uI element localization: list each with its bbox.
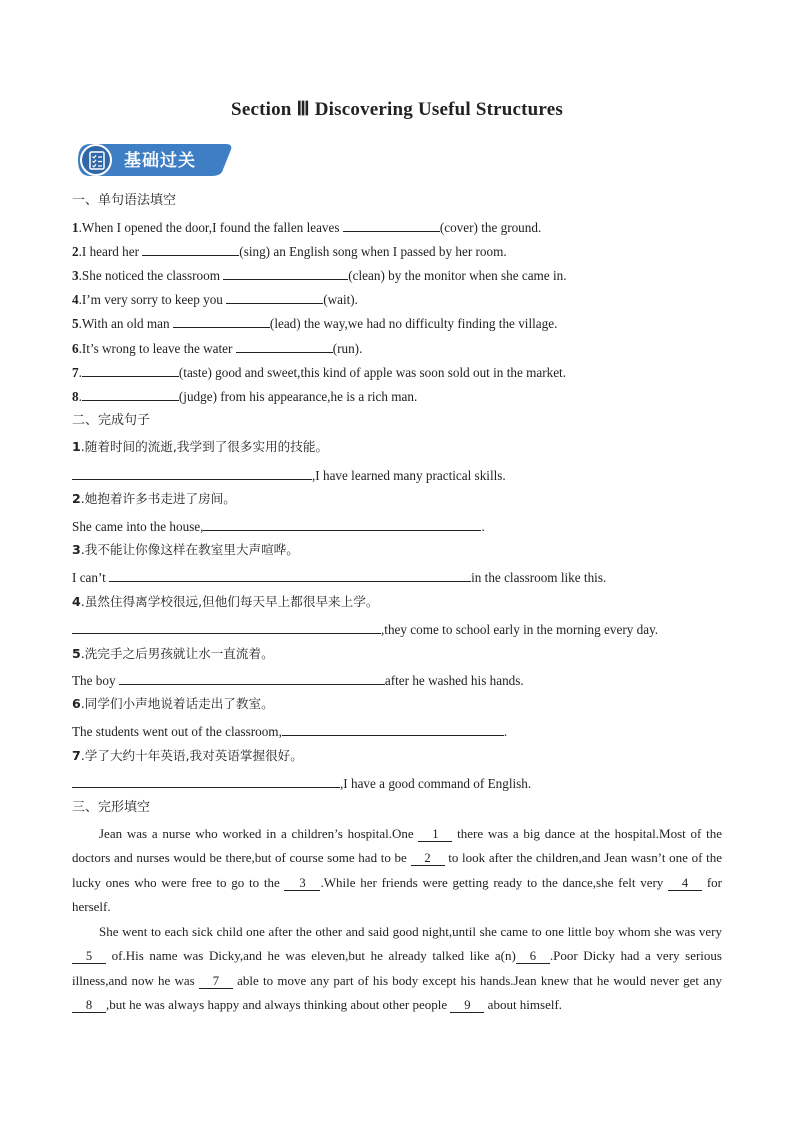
section2-heading: 二、完成句子 xyxy=(72,413,151,428)
translation-line xyxy=(72,516,485,536)
para-text: for herself. xyxy=(72,874,722,915)
banner-label: 基础过关 xyxy=(124,151,196,171)
item-text: (judge) from his appearance,he is a rich man. xyxy=(178,389,418,404)
cloze-blank-3[interactable]: 3 xyxy=(284,876,320,891)
chinese-prompt xyxy=(72,645,274,663)
grammar-item xyxy=(72,217,541,237)
prompt-text: .随着时间的流逝,我学到了很多实用的技能。 xyxy=(80,439,329,454)
line-text: ,I have a good command of English. xyxy=(340,776,532,791)
item-number: 3 xyxy=(72,542,81,557)
prompt-text: .洗完手之后男孩就让水一直流着。 xyxy=(80,646,274,661)
item-number: 6 xyxy=(72,696,81,711)
chinese-prompt xyxy=(72,438,328,456)
translation-line xyxy=(72,567,606,587)
answer-blank[interactable] xyxy=(109,567,471,582)
item-number: 3 xyxy=(72,268,79,283)
item-text: (run). xyxy=(332,341,363,356)
answer-blank[interactable] xyxy=(82,386,179,401)
para-text: there was a big dance at the hospital.Most of the doctors and nurses would be there,but of course some had to be xyxy=(72,826,723,866)
section1-heading: 一、单句语法填空 xyxy=(72,193,177,208)
item-text: (taste) good and sweet,this kind of apple was soon sold out in the market. xyxy=(178,365,567,380)
cloze-blank-4[interactable]: 4 xyxy=(668,876,702,891)
prompt-text: .我不能让你像这样在教室里大声喧哗。 xyxy=(80,542,299,557)
cloze-blank-2[interactable]: 2 xyxy=(411,851,445,866)
grammar-item xyxy=(72,289,358,309)
item-text: (wait). xyxy=(323,292,358,307)
grammar-item xyxy=(72,362,566,382)
item-number: 7 xyxy=(72,365,79,380)
item-number: 5 xyxy=(72,316,79,331)
item-text: . xyxy=(78,389,82,404)
line-text: ,they come to school early in the morning every day. xyxy=(381,622,659,637)
grammar-item xyxy=(72,313,557,333)
item-number: 2 xyxy=(72,244,79,259)
grammar-item xyxy=(72,265,567,285)
para-text: She went to each sick child one after the other and said good night,until she came to one little boy whom she was very xyxy=(99,924,722,939)
item-text: (sing) an English song when I passed by her room. xyxy=(239,244,507,259)
chinese-prompt xyxy=(72,747,303,765)
item-number: 5 xyxy=(72,646,81,661)
line-text: She came into the house, xyxy=(72,519,204,534)
line-text: I can’t xyxy=(72,570,110,585)
para-text: about himself. xyxy=(484,997,563,1013)
translation-line xyxy=(72,773,531,793)
chinese-prompt xyxy=(72,695,274,713)
answer-blank[interactable] xyxy=(226,289,323,304)
checklist-icon xyxy=(87,150,107,170)
item-text: . xyxy=(78,365,82,380)
cloze-blank-8[interactable]: 8 xyxy=(72,998,106,1013)
item-text: (lead) the way,we had no difficulty finding the village. xyxy=(269,316,558,331)
para-text: to look after the children,and Jean wasn’t one of the lucky ones who were free to go to the xyxy=(72,850,722,890)
translation-line xyxy=(72,721,507,741)
answer-blank[interactable] xyxy=(72,465,312,480)
para-text: ,but he was always happy and always thinking about other people xyxy=(106,997,451,1013)
item-number: 1 xyxy=(72,220,79,235)
cloze-paragraph-1 xyxy=(72,822,722,920)
item-text: (cover) the ground. xyxy=(439,220,542,235)
para-text: of.His name was Dicky,and he was eleven,but he already talked like a(n) xyxy=(106,948,516,964)
item-number: 4 xyxy=(72,292,79,307)
grammar-item xyxy=(72,386,417,406)
section-banner xyxy=(76,140,234,178)
item-text: .She noticed the classroom xyxy=(78,268,224,283)
line-text: after he washed his hands. xyxy=(384,673,524,688)
item-number: 8 xyxy=(72,389,79,404)
chinese-prompt xyxy=(72,593,378,611)
line-text: The students went out of the classroom, xyxy=(72,724,282,739)
item-number: 2 xyxy=(72,491,81,506)
chinese-prompt xyxy=(72,541,299,559)
item-text: .I heard her xyxy=(78,244,143,259)
answer-blank[interactable] xyxy=(142,241,239,256)
cloze-blank-1[interactable]: 1 xyxy=(418,827,452,842)
answer-blank[interactable] xyxy=(82,362,179,377)
line-text: . xyxy=(481,519,485,534)
prompt-text: .她抱着许多书走进了房间。 xyxy=(80,491,236,506)
line-text: ,I have learned many practical skills. xyxy=(312,468,506,483)
grammar-item xyxy=(72,338,362,358)
item-text: (clean) by the monitor when she came in. xyxy=(348,268,567,283)
para-text: .While her friends were getting ready to the dance,she felt very xyxy=(320,874,669,890)
line-text: in the classroom like this. xyxy=(471,570,607,585)
answer-blank[interactable] xyxy=(203,516,481,531)
item-text: .With an old man xyxy=(78,316,173,331)
line-text: . xyxy=(503,724,508,739)
translation-line xyxy=(72,619,658,639)
cloze-blank-5[interactable]: 5 xyxy=(72,949,106,964)
para-text: Jean was a nurse who worked in a children’s hospital.One xyxy=(99,826,419,841)
answer-blank[interactable] xyxy=(119,670,385,685)
cloze-paragraph-2 xyxy=(72,920,722,1018)
prompt-text: .同学们小声地说着话走出了教室。 xyxy=(80,696,274,711)
item-number: 7 xyxy=(72,748,81,763)
para-text: able to move any part of his body except his hands.Jean knew that he would never get any xyxy=(232,972,723,988)
cloze-blank-9[interactable]: 9 xyxy=(450,998,484,1013)
translation-line xyxy=(72,670,524,690)
translation-line xyxy=(72,465,506,485)
item-number: 1 xyxy=(72,439,81,454)
answer-blank[interactable] xyxy=(282,721,504,736)
prompt-text: .学了大约十年英语,我对英语掌握很好。 xyxy=(80,748,303,763)
answer-blank[interactable] xyxy=(236,338,333,353)
grammar-item xyxy=(72,241,507,261)
chinese-prompt xyxy=(72,490,236,508)
prompt-text: .虽然住得离学校很远,但他们每天早上都很早来上学。 xyxy=(80,594,379,609)
answer-blank[interactable] xyxy=(173,313,270,328)
page-title: Section Ⅲ Discovering Useful Structures xyxy=(231,99,563,120)
para-text: .Poor Dicky had a very serious illness,and now he was xyxy=(72,948,722,988)
answer-blank[interactable] xyxy=(72,773,340,788)
item-text: .It’s wrong to leave the water xyxy=(78,341,236,356)
item-number: 6 xyxy=(72,341,79,356)
answer-blank[interactable] xyxy=(343,217,440,232)
answer-blank[interactable] xyxy=(72,619,381,634)
section3-heading: 三、完形填空 xyxy=(72,800,151,815)
item-text: .I’m very sorry to keep you xyxy=(78,292,227,307)
item-number: 4 xyxy=(72,594,81,609)
item-text: .When I opened the door,I found the fallen leaves xyxy=(78,220,343,235)
line-text: The boy xyxy=(72,673,119,688)
answer-blank[interactable] xyxy=(223,265,348,280)
cloze-blank-6[interactable]: 6 xyxy=(516,949,550,964)
cloze-blank-7[interactable]: 7 xyxy=(199,974,233,989)
